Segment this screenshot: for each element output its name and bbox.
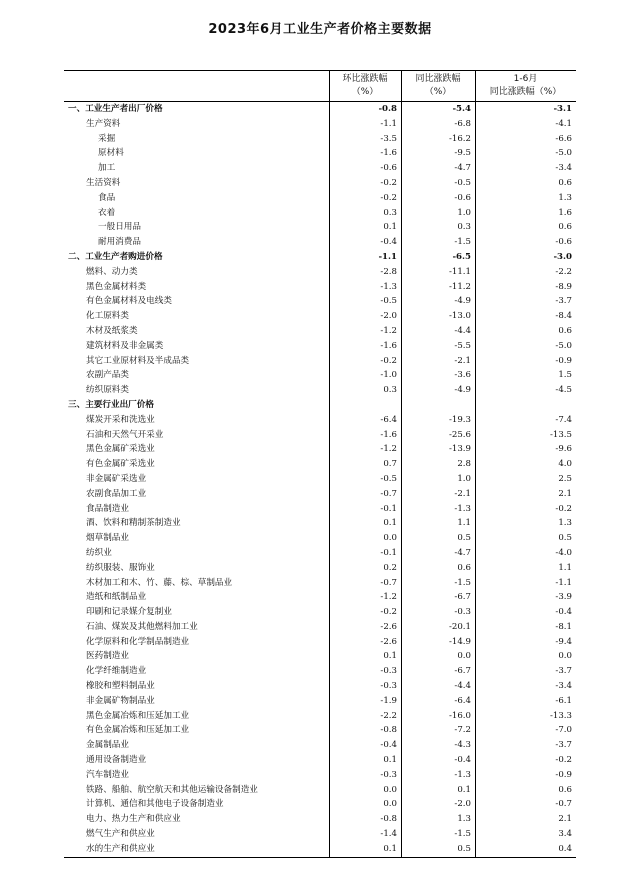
row-label: 木材加工和木、竹、藤、棕、草制品业 [86,577,233,588]
ytd-value: 0.0 [558,651,572,662]
ytd-value: 4.0 [558,459,572,470]
table-row [64,768,576,783]
row-label: 燃料、动力类 [86,266,138,277]
ytd-value: -8.1 [555,621,572,632]
table-row [64,161,576,176]
yoy-value: -0.6 [454,192,471,203]
yoy-value: -14.9 [448,636,471,647]
yoy-value: -4.7 [454,547,471,558]
mom-value: 0.1 [383,843,397,854]
table-row [64,368,576,383]
table-row [64,576,576,591]
ytd-value: -3.7 [555,666,572,677]
row-label: 二、工业生产者购进价格 [68,251,163,262]
header-yoy [401,71,475,101]
row-label: 黑色金属冶炼和压延加工业 [86,710,190,721]
table-row [64,546,576,561]
row-label: 原材料 [98,148,124,159]
row-label: 石油和天然气开采业 [86,429,164,440]
table-row [64,102,576,117]
ytd-value: -0.2 [555,755,572,766]
yoy-value: -6.7 [454,666,471,677]
row-label: 建筑材料及非金属类 [86,340,164,351]
row-label: 燃气生产和供应业 [86,829,155,840]
yoy-value: -5.5 [454,340,471,351]
row-label: 酒、饮料和精制茶制造业 [86,518,181,529]
table-header [64,70,576,102]
ytd-value: 0.6 [558,177,572,188]
ytd-value: 0.5 [558,533,572,544]
ytd-value: 0.6 [558,222,572,233]
yoy-value: -0.3 [454,607,471,618]
table-row [64,753,576,768]
ytd-value: 1.1 [558,562,572,573]
yoy-value: -11.2 [448,281,471,292]
yoy-value: -1.5 [454,829,471,840]
table-row [64,797,576,812]
mom-value: -0.1 [380,547,397,558]
ytd-value: -4.0 [555,547,572,558]
row-label: 有色金属材料及电线类 [86,296,172,307]
row-label: 金属制品业 [86,740,129,751]
table-row [64,176,576,191]
table-row [64,679,576,694]
table-row [64,487,576,502]
row-label: 一般日用品 [98,222,141,233]
mom-value: -0.3 [380,769,397,780]
table-row [64,309,576,324]
row-label: 印刷和记录媒介复制业 [86,607,172,618]
ytd-value: -7.0 [555,725,572,736]
table-row [64,413,576,428]
ytd-value: -3.1 [553,104,572,114]
mom-value: -1.4 [380,829,397,840]
table-row [64,383,576,398]
yoy-value: -6.8 [454,118,471,129]
header-mom-unit: （%） [351,87,379,97]
ytd-value: 1.5 [558,370,572,381]
yoy-value: 1.0 [457,207,471,218]
row-label: 医药制造业 [86,651,129,662]
ytd-value: 2.1 [558,814,572,825]
row-label: 煤炭开采和洗选业 [86,414,155,425]
ytd-value: 1.3 [558,192,572,203]
table-row [64,206,576,221]
mom-value: -2.6 [380,621,397,632]
yoy-value: -2.0 [454,799,471,810]
ytd-value: 1.3 [558,518,572,529]
row-label: 衣着 [98,207,116,218]
mom-value: -1.1 [380,118,397,129]
mom-value: -2.2 [380,710,397,721]
table-row [64,132,576,147]
table-row [64,649,576,664]
row-label: 农副食品加工业 [86,488,147,499]
yoy-value: -16.0 [448,710,471,721]
yoy-value: -13.9 [448,444,471,455]
mom-value: 0.1 [383,518,397,529]
header-mom-label: 环比涨跌幅 [342,74,388,84]
mom-value: -1.6 [380,340,397,351]
row-label: 有色金属矿采选业 [86,459,155,470]
ytd-value: -13.5 [549,429,572,440]
ytd-value: -3.7 [555,296,572,307]
ytd-value: -6.1 [555,695,572,706]
yoy-value: 0.5 [457,843,471,854]
row-label: 非金属矿物制品业 [86,695,155,706]
yoy-value: -11.1 [448,266,471,277]
row-label: 生活资料 [86,177,121,188]
mom-value: 0.1 [383,651,397,662]
row-label: 耐用消费品 [98,237,141,248]
mom-value: -0.2 [380,192,397,203]
yoy-value: 0.0 [457,651,471,662]
yoy-value: -4.9 [454,385,471,396]
mom-value: -2.8 [380,266,397,277]
row-label: 其它工业原材料及半成品类 [86,355,190,366]
table-row [64,191,576,206]
ytd-value: -0.6 [555,237,572,248]
table-row [64,531,576,546]
ytd-value: -6.6 [555,133,572,144]
yoy-value: -1.5 [454,577,471,588]
mom-value: 0.7 [383,459,397,470]
ytd-value: -8.9 [555,281,572,292]
ytd-value: -2.2 [555,266,572,277]
row-label: 纺织服装、服饰业 [86,562,155,573]
table-row [64,265,576,280]
mom-value: -0.7 [380,577,397,588]
yoy-value: -7.2 [454,725,471,736]
ytd-value: -3.9 [555,592,572,603]
yoy-value: 1.1 [457,518,471,529]
mom-value: 0.1 [383,755,397,766]
ytd-value: -3.7 [555,740,572,751]
mom-value: -0.3 [380,681,397,692]
table-row [64,339,576,354]
yoy-value: 2.8 [457,459,471,470]
row-label: 水的生产和供应业 [86,843,155,854]
table-row [64,294,576,309]
table-row [64,117,576,132]
table-row [64,723,576,738]
yoy-value: -1.3 [454,503,471,514]
yoy-value: -6.7 [454,592,471,603]
yoy-value: -3.6 [454,370,471,381]
table-row [64,827,576,842]
mom-value: -1.2 [380,444,397,455]
mom-value: -1.2 [380,592,397,603]
ytd-value: -3.4 [555,681,572,692]
mom-value: -1.3 [380,281,397,292]
table-row [64,709,576,724]
yoy-value: 1.3 [457,814,471,825]
ytd-value: -0.7 [555,799,572,810]
row-label: 化学原料和化学制品制造业 [86,636,190,647]
row-label: 计算机、通信和其他电子设备制造业 [86,799,224,810]
row-label: 黑色金属材料类 [86,281,147,292]
row-label: 造纸和纸制品业 [86,592,147,603]
price-table [64,70,576,858]
mom-value: -1.0 [380,370,397,381]
mom-value: 0.3 [383,207,397,218]
yoy-value: -6.4 [454,695,471,706]
mom-value: -0.2 [380,177,397,188]
ytd-value: -5.0 [555,340,572,351]
table-row [64,694,576,709]
mom-value: -2.6 [380,636,397,647]
row-label: 食品制造业 [86,503,129,514]
row-label: 三、主要行业出厂价格 [68,399,154,410]
row-label: 化学纤维制造业 [86,666,147,677]
table-row [64,620,576,635]
table-row [64,738,576,753]
table-row [64,842,576,857]
mom-value: -1.1 [378,251,397,262]
ytd-value: -5.0 [555,148,572,159]
row-label: 食品 [98,192,116,203]
mom-value: -1.6 [380,429,397,440]
yoy-value: 0.5 [457,533,471,544]
mom-value: 0.0 [383,799,397,810]
row-label: 通用设备制造业 [86,755,147,766]
table-row [64,235,576,250]
yoy-value: -4.7 [454,163,471,174]
table-row [64,664,576,679]
yoy-value: -2.1 [454,355,471,366]
yoy-value: -6.5 [452,251,471,262]
table-row [64,280,576,295]
header-ytd [475,71,576,101]
header-yoy-unit: （%） [424,87,452,97]
mom-value: -0.2 [380,355,397,366]
table-row [64,250,576,265]
yoy-value: -25.6 [448,429,471,440]
yoy-value: -5.4 [452,104,471,114]
table-row [64,354,576,369]
mom-value: -0.3 [380,666,397,677]
table-row [64,635,576,650]
mom-value: -0.5 [380,296,397,307]
row-label: 黑色金属矿采选业 [86,444,155,455]
ytd-value: 0.6 [558,784,572,795]
mom-value: -1.6 [380,148,397,159]
ytd-value: -0.4 [555,607,572,618]
ytd-value: -3.0 [553,251,572,262]
yoy-value: -13.0 [448,311,471,322]
ytd-value: -0.2 [555,503,572,514]
mom-value: 0.1 [383,222,397,233]
row-label: 石油、煤炭及其他燃料加工业 [86,621,198,632]
ytd-value: -8.4 [555,311,572,322]
column-divider [475,71,476,101]
ytd-value: -0.9 [555,355,572,366]
yoy-value: -4.4 [454,681,471,692]
table-row [64,324,576,339]
row-label: 化工原料类 [86,311,129,322]
yoy-value: -20.1 [448,621,471,632]
row-label: 纺织原料类 [86,385,129,396]
yoy-value: -1.5 [454,237,471,248]
row-label: 加工 [98,163,116,174]
mom-value: -3.5 [380,133,397,144]
header-yoy-label: 同比涨跌幅 [415,74,461,84]
row-label: 有色金属冶炼和压延加工业 [86,725,190,736]
mom-value: 0.3 [383,385,397,396]
row-label: 一、工业生产者出厂价格 [68,104,163,114]
header-ytd-unit: 同比涨跌幅（%） [489,87,562,97]
mom-value: 0.0 [383,533,397,544]
column-divider [329,71,330,101]
ytd-value: 0.6 [558,325,572,336]
table-row [64,516,576,531]
row-label: 电力、热力生产和供应业 [86,814,181,825]
row-label: 农副产品类 [86,370,129,381]
table-row [64,220,576,235]
mom-value: -0.8 [378,104,397,114]
row-label: 铁路、船舶、航空航天和其他运输设备制造业 [86,784,258,795]
row-label: 生产资料 [86,118,121,129]
ytd-value: 3.4 [558,829,572,840]
ytd-value: -4.1 [555,118,572,129]
yoy-value: 0.1 [457,784,471,795]
header-ytd-label: 1-6月 [513,74,538,84]
ytd-value: -7.4 [555,414,572,425]
table-row [64,472,576,487]
ytd-value: -13.3 [549,710,572,721]
table-row [64,428,576,443]
yoy-value: 0.3 [457,222,471,233]
yoy-value: -2.1 [454,488,471,499]
yoy-value: -4.4 [454,325,471,336]
yoy-value: -16.2 [448,133,471,144]
header-mom [329,71,401,101]
yoy-value: -0.4 [454,755,471,766]
mom-value: -6.4 [380,414,397,425]
column-divider [401,71,402,101]
row-label: 非金属矿采选业 [86,473,147,484]
ytd-value: -9.4 [555,636,572,647]
ytd-value: -9.6 [555,444,572,455]
mom-value: -0.5 [380,473,397,484]
ytd-value: -3.4 [555,163,572,174]
ytd-value: 2.1 [558,488,572,499]
table-row [64,442,576,457]
mom-value: -0.2 [380,607,397,618]
mom-value: 0.0 [383,784,397,795]
page-title: 2023年6月工业生产者价格主要数据 [208,22,432,37]
ytd-value: 0.4 [558,843,572,854]
yoy-value: 0.6 [457,562,471,573]
mom-value: -0.6 [380,163,397,174]
table-row [64,146,576,161]
mom-value: -2.0 [380,311,397,322]
ytd-value: -4.5 [555,385,572,396]
row-label: 采掘 [98,133,116,144]
mom-value: -0.8 [380,814,397,825]
mom-value: -0.7 [380,488,397,499]
table-row [64,590,576,605]
row-label: 汽车制造业 [86,769,129,780]
mom-value: -0.8 [380,725,397,736]
mom-value: -1.9 [380,695,397,706]
ytd-value: 2.5 [558,473,572,484]
mom-value: 0.2 [383,562,397,573]
table-row [64,812,576,827]
ytd-value: 1.6 [558,207,572,218]
yoy-value: -4.9 [454,296,471,307]
row-label: 木材及纸浆类 [86,325,138,336]
mom-value: -0.4 [380,237,397,248]
ytd-value: -0.9 [555,769,572,780]
row-label: 烟草制品业 [86,533,129,544]
yoy-value: -1.3 [454,769,471,780]
yoy-value: -4.3 [454,740,471,751]
mom-value: -0.1 [380,503,397,514]
yoy-value: 1.0 [457,473,471,484]
table-row [64,457,576,472]
table-row [64,605,576,620]
yoy-value: -9.5 [454,148,471,159]
table-row [64,561,576,576]
row-label: 橡胶和塑料制品业 [86,681,155,692]
table-body [64,102,576,858]
yoy-value: -19.3 [448,414,471,425]
table-row [64,502,576,517]
ytd-value: -1.1 [555,577,572,588]
table-row [64,398,576,413]
mom-value: -0.4 [380,740,397,751]
row-label: 纺织业 [86,547,112,558]
yoy-value: -0.5 [454,177,471,188]
mom-value: -1.2 [380,325,397,336]
table-row [64,783,576,798]
